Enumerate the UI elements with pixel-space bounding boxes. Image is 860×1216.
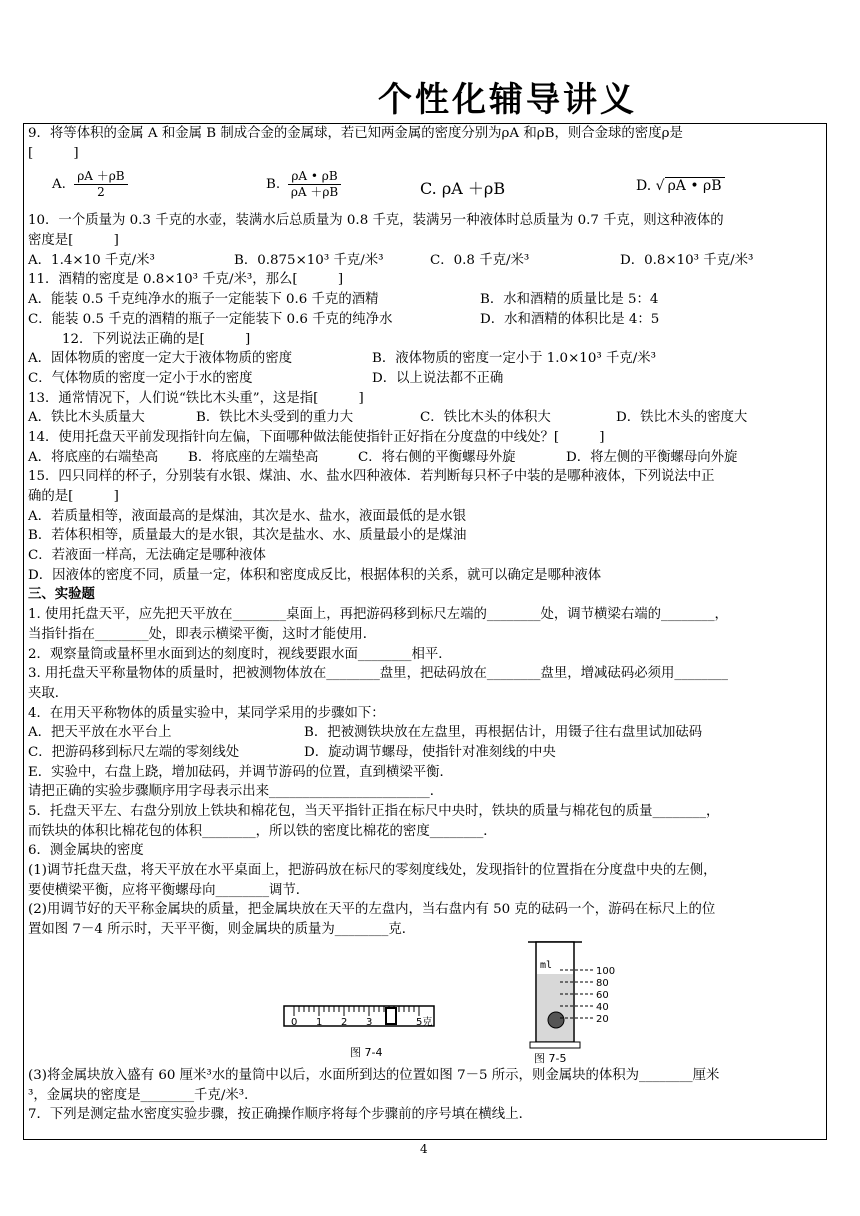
graduation-label: 40 bbox=[596, 1001, 609, 1013]
question-10-line2: 密度是[ ] bbox=[28, 233, 119, 249]
experiment-4-row1 bbox=[28, 723, 822, 743]
page-title: 个性化辅导讲义 bbox=[378, 80, 637, 120]
question-11-row2 bbox=[28, 310, 822, 330]
option-c-label: C. bbox=[420, 179, 437, 199]
option-d bbox=[636, 177, 725, 197]
step-d: D．旋动调节螺母，使指针对准刻线的中央 bbox=[304, 744, 556, 760]
ruler-tick-label: 2 bbox=[341, 1016, 348, 1028]
question-15-line2: 确的是[ ] bbox=[28, 489, 119, 504]
question-9-options bbox=[28, 163, 822, 211]
figure-7-4-caption: 图 7-4 bbox=[350, 1045, 383, 1059]
option-a: A．将底座的右端垫高 bbox=[28, 449, 159, 465]
fraction-b-numerator: ρA • ρB bbox=[288, 169, 340, 185]
experiment-6-part2a: (2)用调节好的天平称金属块的质量，把金属块放在天平的左盘内，当右盘内有 50 克的砝码一个，游码在标尺上的位 bbox=[28, 902, 716, 918]
question-11-row1 bbox=[28, 290, 822, 310]
option-d-expression: ρA • ρB bbox=[665, 177, 725, 194]
experiment-3-line1: 3. 用托盘天平称量物体的质量时，把被测物体放在________盘里，把砝码放在________盘里，增减砝码必须用________ bbox=[28, 666, 728, 682]
water bbox=[537, 974, 573, 1041]
fraction-a-numerator: ρA ＋ρB bbox=[74, 169, 127, 185]
graduation-label: 20 bbox=[596, 1013, 609, 1025]
experiment-6-part1a: (1)调节托盘天盘，将天平放在水平桌面上，把游码放在标尺的零刻度线处，发现指针的位置指在分度盘中央的左侧， bbox=[28, 863, 717, 879]
question-11-line1: 11．酒精的密度是 0.8×10³ 千克/米³，那么[ ] bbox=[28, 272, 344, 288]
step-e: E．实验中，右盘上跷，增加砝码，并调节游码的位置，直到横梁平衡． bbox=[28, 764, 453, 780]
graduation-label: 80 bbox=[596, 977, 609, 989]
page-number: 4 bbox=[420, 1142, 428, 1156]
fraction-b bbox=[288, 169, 340, 200]
step-c: C．把游码移到标尺左端的零刻线处 bbox=[28, 744, 240, 760]
experiment-1-line1: 1. 使用托盘天平，应先把天平放在________桌面上，再把游码移到标尺左端的________处，调节横梁右端的________， bbox=[28, 607, 728, 623]
question-9-text: 9．将等体积的金属 A 和金属 B 制成合金的金属球，若已知两金属的密度分别为ρA 和ρB，则合金球的密度ρ是 bbox=[28, 126, 683, 141]
question-14-options bbox=[28, 448, 822, 468]
experiment-4-prompt: 请把正确的实验步骤顺序用字母表示出来________________________． bbox=[28, 784, 444, 800]
question-9-bracket: [ ] bbox=[28, 145, 79, 161]
option-b: B．液体物质的密度一定小于 1.0×10³ 千克/米³ bbox=[372, 351, 657, 367]
experiment-6-part3a: (3)将金属块放入盛有 60 厘米³水的量筒中以后，水面所到达的位置如图 7－5 所示，则金属块的体积为________厘米 bbox=[28, 1067, 720, 1083]
unit-label: ml bbox=[540, 959, 553, 971]
option-a: A．铁比木头质量大 bbox=[28, 410, 145, 426]
figures bbox=[28, 940, 822, 1066]
question-13-options bbox=[28, 408, 822, 428]
option-d: D．将左侧的平衡螺母向外旋 bbox=[566, 449, 738, 465]
experiment-6-part3b: ³，金属块的密度是________千克/米³． bbox=[28, 1087, 258, 1103]
rider-icon bbox=[386, 1008, 396, 1024]
figure-7-5-caption: 图 7-5 bbox=[534, 1051, 567, 1065]
section-heading: 三、实验题 bbox=[28, 586, 95, 603]
experiment-7-line1: 7．下列是测定盐水密度实验步骤，按正确操作顺序将每个步骤前的序号填在横线上． bbox=[28, 1107, 532, 1123]
question-14-line1: 14．使用托盘天平前发现指针向左偏，下面哪种做法能使指针正好指在分度盘的中线处？[ ] bbox=[28, 429, 605, 445]
option-a bbox=[52, 169, 132, 200]
option-d: D．铁比木头的密度大 bbox=[616, 410, 748, 426]
worksheet-content bbox=[28, 124, 822, 1125]
option-c: C．将右侧的平衡螺母外旋 bbox=[358, 449, 516, 465]
ruler-tick-label: 1 bbox=[316, 1016, 323, 1028]
option-b: B．0.875×10³ 千克/米³ bbox=[234, 252, 384, 268]
option-b: B．水和酒精的质量比是 5：4 bbox=[480, 292, 659, 308]
option-a: A．1.4×10 千克/米³ bbox=[28, 252, 155, 268]
ruler-tick-label: 0 bbox=[291, 1016, 298, 1028]
metal-block-icon bbox=[548, 1012, 564, 1028]
option-b: B．铁比木头受到的重力大 bbox=[196, 410, 354, 426]
option-b bbox=[266, 169, 345, 200]
question-15-option-c: C．若液面一样高，无法确定是哪种液体 bbox=[28, 548, 266, 564]
option-c: C．0.8 千克/米³ bbox=[430, 252, 530, 268]
option-a-label: A. bbox=[52, 177, 66, 193]
question-12-line1: 12．下列说法正确的是[ ] bbox=[62, 331, 251, 347]
option-c-expression: ρA ＋ρB bbox=[441, 179, 506, 199]
step-b: B．把被测铁块放在左盘里，再根据估计，用镊子往右盘里试加砝码 bbox=[304, 725, 703, 741]
option-c: C．气体物质的密度一定小于水的密度 bbox=[28, 370, 253, 386]
figure-7-5 bbox=[498, 940, 618, 1066]
option-a: A．能装 0.5 千克纯净水的瓶子一定能装下 0.6 千克的酒精 bbox=[28, 292, 379, 308]
experiment-4-line1: 4．在用天平称物体的质量实验中，某同学采用的步骤如下： bbox=[28, 705, 385, 721]
option-d: D．以上说法都不正确 bbox=[372, 370, 504, 386]
step-a: A．把天平放在水平台上 bbox=[28, 725, 172, 741]
sqrt-icon: √ bbox=[655, 178, 665, 195]
option-d-label: D. bbox=[636, 178, 652, 195]
option-c: C．铁比木头的体积大 bbox=[420, 410, 551, 426]
question-15-option-a: A．若质量相等，液面最高的是煤油，其次是水、盐水，液面最低的是水银 bbox=[28, 508, 467, 524]
option-d: D．0.8×10³ 千克/米³ bbox=[620, 252, 754, 268]
question-15-line1: 15．四只同样的杯子，分别装有水银、煤油、水、盐水四种液体．若判断每只杯子中装的是哪种液体，下列说法中正 bbox=[28, 469, 715, 485]
option-b: B．将底座的左端垫高 bbox=[188, 449, 319, 465]
fraction-a bbox=[74, 169, 127, 200]
experiment-4-row2 bbox=[28, 743, 822, 763]
ruler-tick-label: 3 bbox=[366, 1016, 373, 1028]
experiment-6-title: 6．测金属块的密度 bbox=[28, 843, 144, 859]
option-b-label: B. bbox=[266, 177, 281, 193]
question-15-option-b: B．若体积相等，质量最大的是水银，其次是盐水、水、质量最小的是煤油 bbox=[28, 528, 467, 544]
experiment-3-line2: 夹取． bbox=[28, 685, 69, 701]
option-c bbox=[420, 179, 505, 199]
experiment-5-line2: 而铁块的体积比棉花包的体积________，所以铁的密度比棉花的密度________． bbox=[28, 823, 497, 839]
question-12-row1 bbox=[28, 349, 822, 369]
fraction-a-denominator: 2 bbox=[97, 185, 105, 200]
experiment-2-line1: 2．观察量筒或量杯里水面到达的刻度时，视线要跟水面________相平． bbox=[28, 646, 452, 662]
experiment-1-line2: 当指针指在________处，即表示横梁平衡，这时才能使用． bbox=[28, 626, 377, 642]
graduation-label: 60 bbox=[596, 989, 609, 1001]
fraction-b-denominator: ρA ＋ρB bbox=[290, 185, 339, 200]
question-10-options bbox=[28, 251, 822, 271]
graduation-label: 100 bbox=[596, 965, 616, 977]
question-10-line1: 10．一个质量为 0.3 千克的水壶，装满水后总质量为 0.8 千克，装满另一种液体时总质量为 0.7 千克，则这种液体的 bbox=[28, 213, 724, 229]
experiment-6-part1b: 要使横梁平衡，应将平衡螺母向________调节． bbox=[28, 882, 310, 898]
question-15-option-d: D．因液体的密度不同，质量一定，体积和密度成反比，根据体积的关系，就可以确定是哪种液体 bbox=[28, 567, 602, 583]
option-c: C．能装 0.5 千克的酒精的瓶子一定能装下 0.6 千克的纯净水 bbox=[28, 311, 393, 327]
option-a: A．固体物质的密度一定大于液体物质的密度 bbox=[28, 351, 293, 367]
question-12-row2 bbox=[28, 369, 822, 389]
experiment-5-line1: 5．托盘天平左、右盘分别放上铁块和棉花包，当天平指针正指在标尺中央时，铁块的质量与棉花包的质量________， bbox=[28, 804, 720, 819]
question-13-line1: 13．通常情况下，人们说“铁比木头重”，这是指[ ] bbox=[28, 390, 364, 406]
cylinder-base bbox=[530, 1042, 580, 1048]
experiment-6-part2b: 置如图 7－4 所示时，天平平衡，则金属块的质量为________克． bbox=[28, 922, 416, 938]
header bbox=[0, 72, 860, 122]
figure-7-4 bbox=[282, 1000, 442, 1060]
option-d: D．水和酒精的体积比是 4：5 bbox=[480, 311, 660, 327]
ruler-tick-label: 5克 bbox=[416, 1016, 433, 1028]
